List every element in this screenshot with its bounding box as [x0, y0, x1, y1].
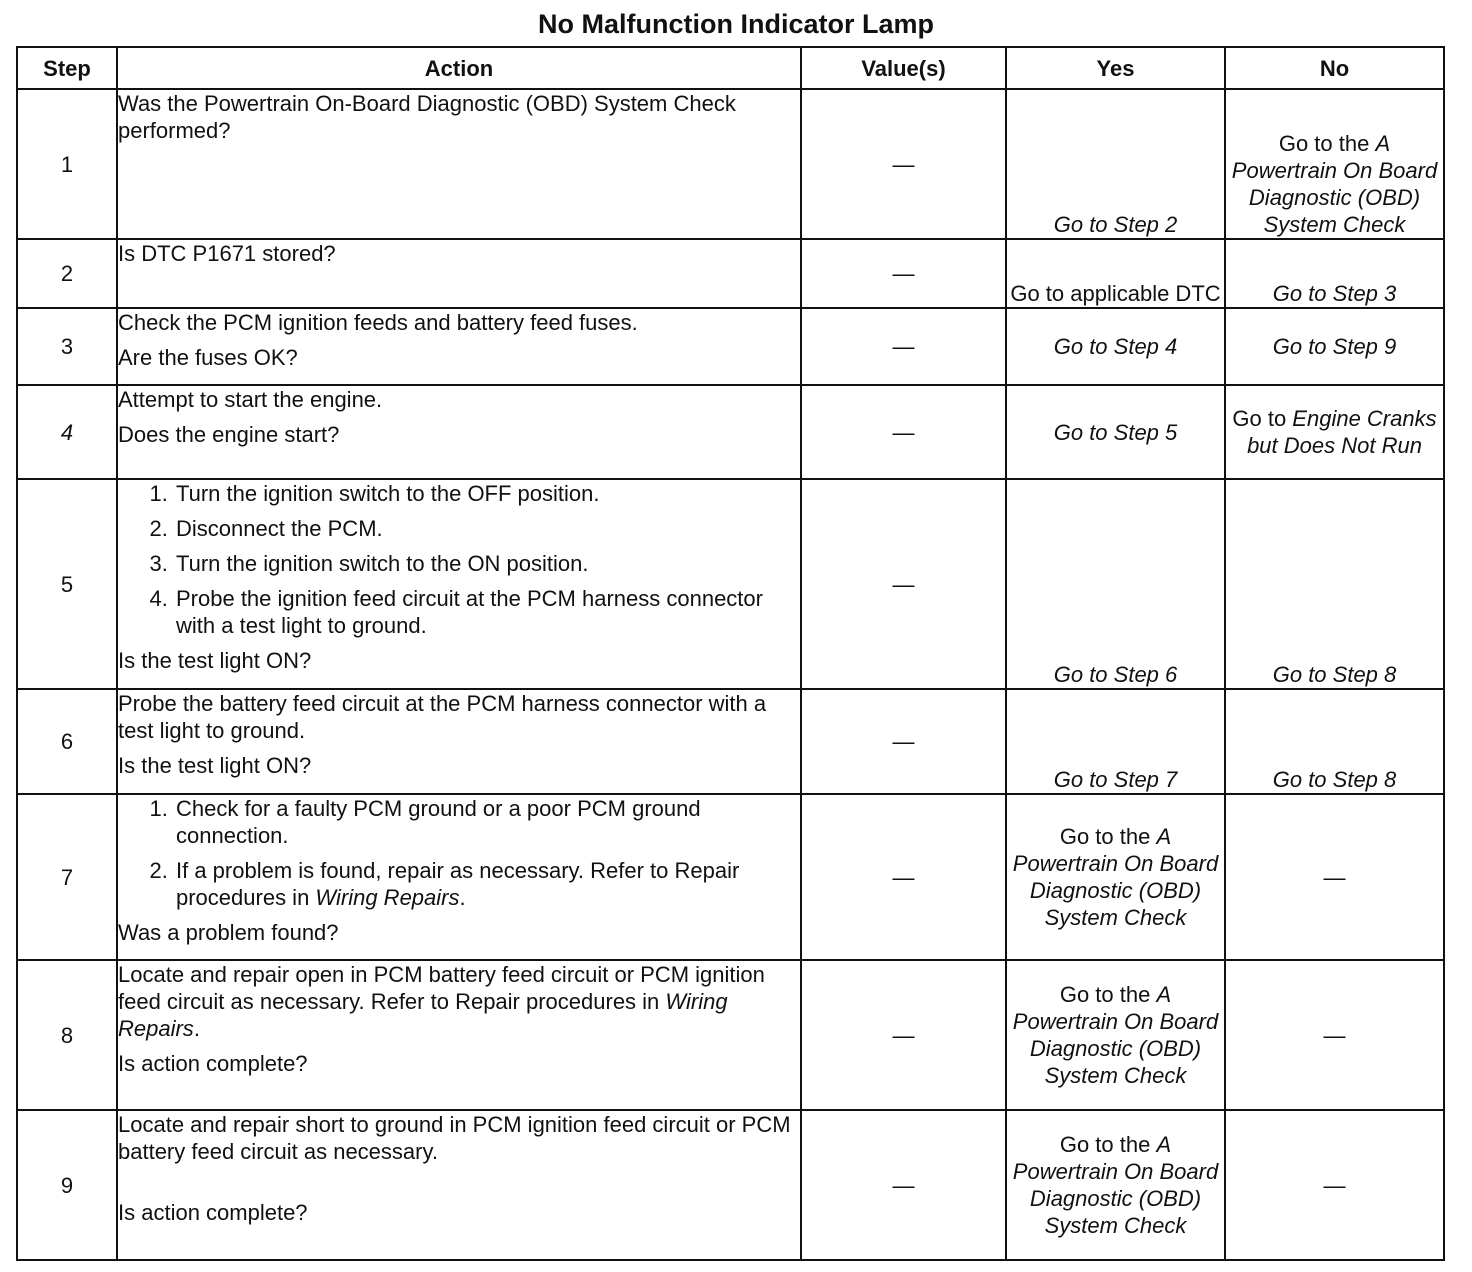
action-cell: [117, 89, 801, 239]
no-cell: Go to Step 3: [1225, 239, 1444, 308]
action-text-suffix: .: [193, 1016, 200, 1041]
action-cell: [117, 479, 801, 689]
step-number: 1: [17, 89, 117, 239]
table-row: [17, 794, 1444, 960]
yes-text-reference: A Powertrain On Board Diagnostic (OBD) System Check: [1012, 982, 1219, 1088]
step-number: 4: [17, 385, 117, 479]
value-cell: —: [801, 960, 1006, 1110]
yes-cell: Go to Step 6: [1006, 479, 1225, 689]
action-cell: [117, 385, 801, 479]
value-cell: —: [801, 689, 1006, 794]
table-row: [17, 479, 1444, 689]
action-text: Is DTC P1671 stored?: [118, 241, 336, 266]
value-cell: —: [801, 239, 1006, 308]
yes-cell: Go to applicable DTC: [1006, 239, 1225, 308]
table-row: [17, 960, 1444, 1110]
table-row: [17, 689, 1444, 794]
yes-text-prefix: Go to the: [1059, 824, 1157, 849]
wiring-repairs-reference: Wiring Repairs: [315, 885, 460, 910]
action-question: Does the engine start?: [118, 422, 340, 447]
table-row: [17, 1110, 1444, 1260]
action-question: Is action complete?: [118, 1051, 308, 1076]
step-number: 9: [17, 1110, 117, 1260]
action-question: Is action complete?: [118, 1200, 308, 1225]
yes-text-reference: A Powertrain On Board Diagnostic (OBD) System Check: [1012, 1132, 1219, 1238]
yes-cell: [1006, 794, 1225, 960]
value-cell: —: [801, 794, 1006, 960]
action-steps-list: [118, 480, 800, 639]
table-row: [17, 308, 1444, 385]
action-step: 2. Disconnect the PCM.: [174, 515, 800, 542]
action-text: Probe the battery feed circuit at the PCM harness connector with a test light to ground.: [118, 691, 767, 743]
action-step-text: If a problem is found, repair as necessary. Refer to Repair procedures in: [176, 858, 740, 910]
yes-cell: [1006, 1110, 1225, 1260]
step-number: 3: [17, 308, 117, 385]
value-cell: —: [801, 1110, 1006, 1260]
step-number: 2: [17, 239, 117, 308]
action-text: Attempt to start the engine.: [118, 387, 383, 412]
no-text-reference: Engine Cranks but Does Not Run: [1247, 406, 1437, 458]
no-cell: —: [1225, 960, 1444, 1110]
step-number: 5: [17, 479, 117, 689]
step-number: 6: [17, 689, 117, 794]
no-cell: —: [1225, 1110, 1444, 1260]
action-steps-list: [118, 795, 800, 911]
step-number: 8: [17, 960, 117, 1110]
action-question: Is the test light ON?: [118, 648, 312, 673]
action-step: [174, 857, 800, 911]
header-values: Value(s): [801, 47, 1006, 89]
action-cell: [117, 239, 801, 308]
action-question: Was a problem found?: [118, 920, 339, 945]
no-text-prefix: Go to: [1232, 406, 1293, 431]
no-cell: —: [1225, 794, 1444, 960]
action-question: Is the test light ON?: [118, 753, 312, 778]
action-cell: [117, 794, 801, 960]
yes-cell: Go to Step 5: [1006, 385, 1225, 479]
yes-cell: [1006, 960, 1225, 1110]
value-cell: —: [801, 89, 1006, 239]
yes-text-prefix: Go to the: [1059, 982, 1157, 1007]
action-cell: [117, 960, 801, 1110]
value-cell: —: [801, 385, 1006, 479]
action-step: 1. Turn the ignition switch to the OFF position.: [174, 480, 800, 507]
yes-cell: Go to Step 4: [1006, 308, 1225, 385]
action-cell: [117, 689, 801, 794]
header-no: No: [1225, 47, 1444, 89]
yes-text-reference: A Powertrain On Board Diagnostic (OBD) System Check: [1012, 824, 1219, 930]
action-cell: [117, 1110, 801, 1260]
yes-cell: Go to Step 7: [1006, 689, 1225, 794]
action-step: 3. Turn the ignition switch to the ON position.: [174, 550, 800, 577]
value-cell: —: [801, 308, 1006, 385]
action-text: [118, 961, 800, 1042]
action-step-suffix: .: [459, 885, 466, 910]
yes-cell: Go to Step 2: [1006, 89, 1225, 239]
no-cell: Go to Step 9: [1225, 308, 1444, 385]
no-text-reference: A Powertrain On Board Diagnostic (OBD) System Check: [1231, 131, 1438, 237]
header-yes: Yes: [1006, 47, 1225, 89]
action-cell: [117, 308, 801, 385]
action-text: Check the PCM ignition feeds and battery feed fuses.: [118, 310, 638, 335]
no-cell: Go to Step 8: [1225, 689, 1444, 794]
wiring-repairs-reference: Wiring Repairs: [118, 989, 728, 1041]
value-cell: —: [801, 479, 1006, 689]
action-text: Was the Powertrain On-Board Diagnostic (OBD) System Check performed?: [118, 91, 736, 143]
table-row: [17, 89, 1444, 239]
action-step: 1. Check for a faulty PCM ground or a poor PCM ground connection.: [174, 795, 800, 849]
no-cell: [1225, 385, 1444, 479]
no-cell: [1225, 89, 1444, 239]
no-text-prefix: Go to the: [1278, 131, 1376, 156]
yes-text-prefix: Go to the: [1059, 1132, 1157, 1157]
no-cell: Go to Step 8: [1225, 479, 1444, 689]
action-step: 4. Probe the ignition feed circuit at the PCM harness connector with a test light to ground.: [174, 585, 800, 639]
table-header-row: [17, 47, 1444, 89]
table-row: [17, 385, 1444, 479]
action-text: Locate and repair short to ground in PCM ignition feed circuit or PCM battery feed circuit as necessary.: [118, 1112, 791, 1164]
step-number: 7: [17, 794, 117, 960]
table-row: [17, 239, 1444, 308]
action-question: Are the fuses OK?: [118, 345, 298, 370]
action-text-body: Locate and repair open in PCM battery feed circuit or PCM ignition feed circuit as necessary. Refer to Repair procedures in: [118, 962, 765, 1014]
header-step: Step: [17, 47, 117, 89]
header-action: Action: [117, 47, 801, 89]
page-title: No Malfunction Indicator Lamp: [538, 9, 934, 39]
diagnostic-table: [16, 46, 1445, 1261]
